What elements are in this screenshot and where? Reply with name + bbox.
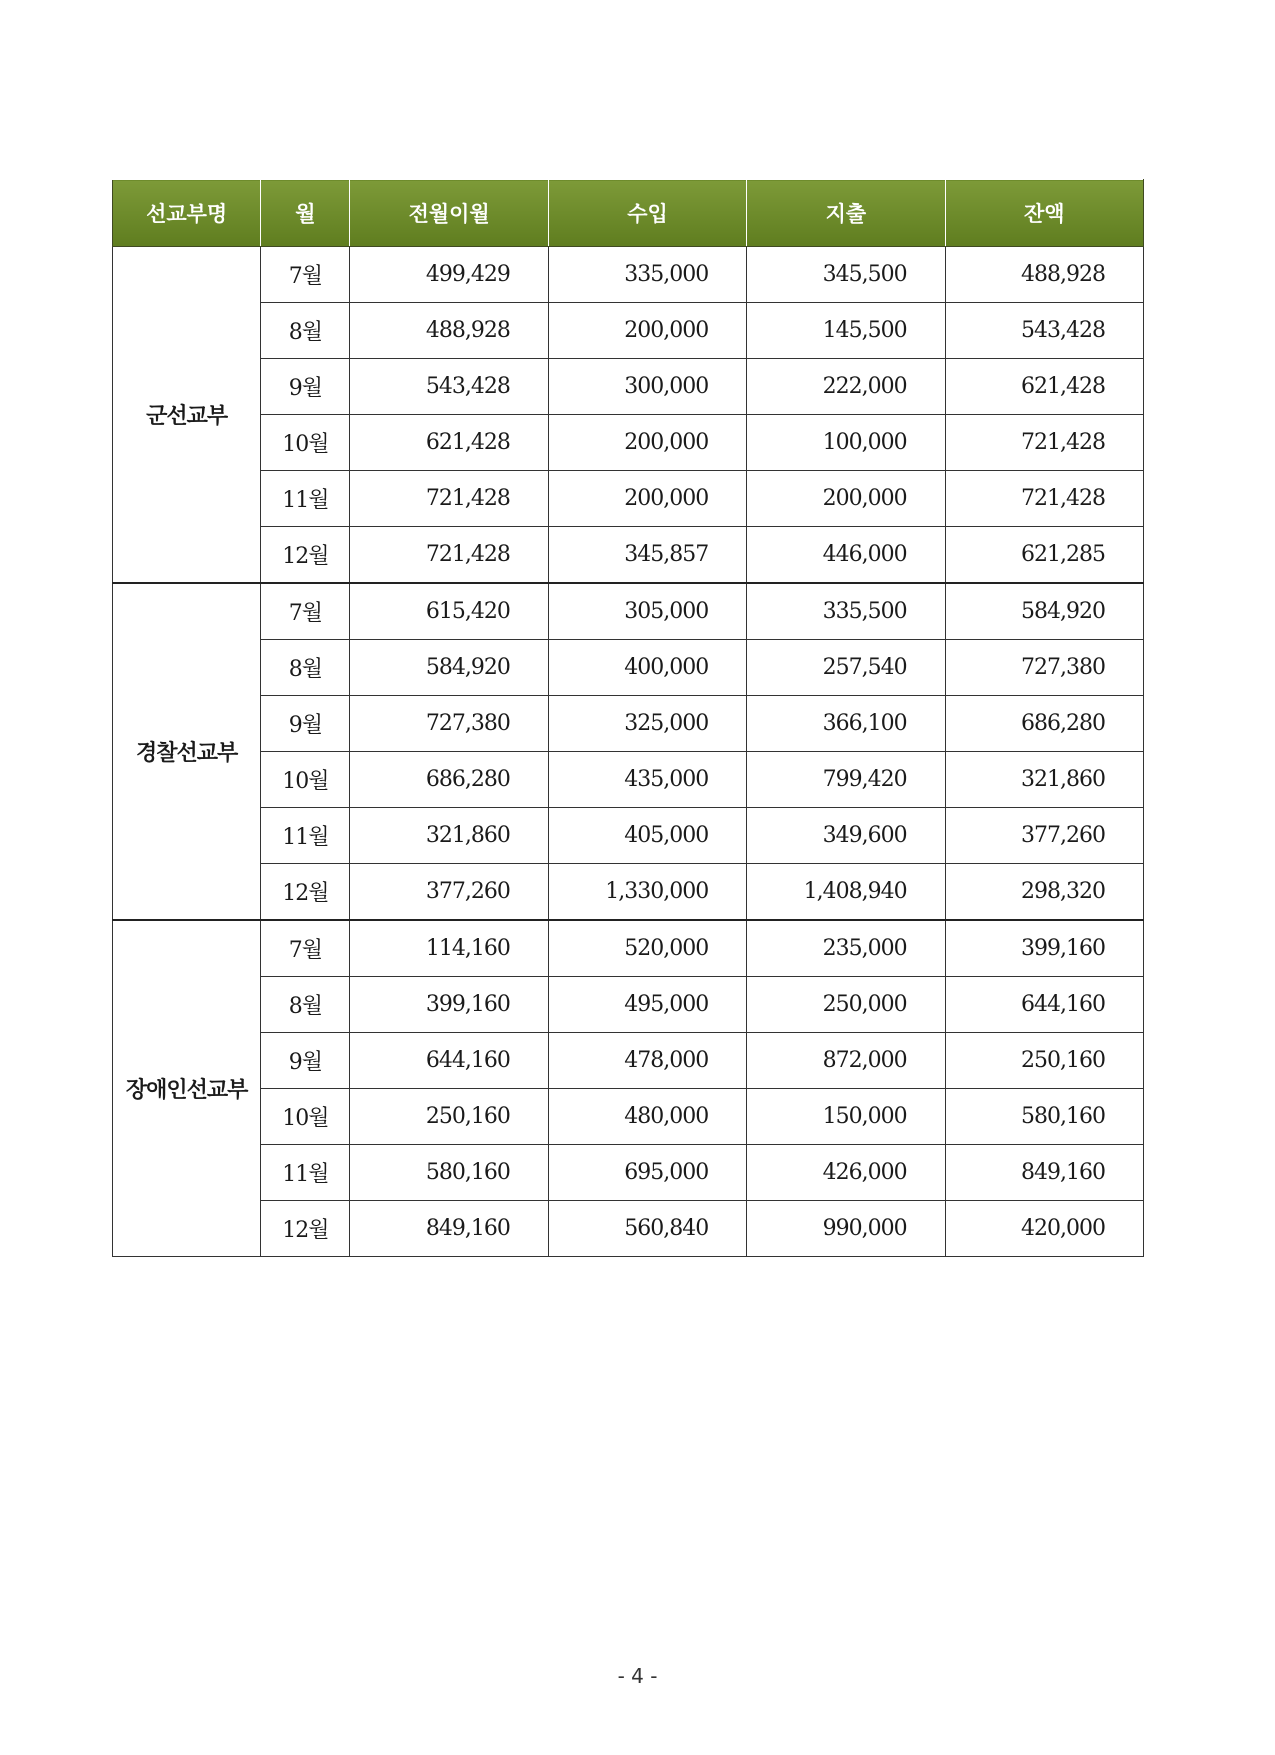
balance-cell: 727,380 bbox=[945, 640, 1143, 696]
month-cell: 12월 bbox=[261, 1201, 350, 1257]
table-row bbox=[113, 752, 1144, 808]
month-cell: 8월 bbox=[261, 303, 350, 359]
table-row bbox=[113, 808, 1144, 864]
group-block bbox=[113, 247, 1144, 584]
carried-over-cell: 377,260 bbox=[350, 864, 548, 921]
month-cell: 11월 bbox=[261, 808, 350, 864]
balance-cell: 621,428 bbox=[945, 359, 1143, 415]
header-balance: 잔액 bbox=[945, 180, 1143, 247]
expense-cell: 235,000 bbox=[747, 920, 945, 977]
carried-over-cell: 615,420 bbox=[350, 583, 548, 640]
carried-over-cell: 114,160 bbox=[350, 920, 548, 977]
expense-cell: 150,000 bbox=[747, 1089, 945, 1145]
header-income: 수입 bbox=[548, 180, 746, 247]
balance-cell: 420,000 bbox=[945, 1201, 1143, 1257]
expense-cell: 145,500 bbox=[747, 303, 945, 359]
income-cell: 300,000 bbox=[548, 359, 746, 415]
carried-over-cell: 499,429 bbox=[350, 247, 548, 303]
income-cell: 1,330,000 bbox=[548, 864, 746, 921]
mission-name-cell: 경찰선교부 bbox=[113, 583, 261, 920]
expense-cell: 366,100 bbox=[747, 696, 945, 752]
income-cell: 200,000 bbox=[548, 415, 746, 471]
income-cell: 345,857 bbox=[548, 527, 746, 584]
table-row bbox=[113, 1201, 1144, 1257]
income-cell: 695,000 bbox=[548, 1145, 746, 1201]
expense-cell: 200,000 bbox=[747, 471, 945, 527]
expense-cell: 222,000 bbox=[747, 359, 945, 415]
carried-over-cell: 721,428 bbox=[350, 527, 548, 584]
carried-over-cell: 727,380 bbox=[350, 696, 548, 752]
carried-over-cell: 250,160 bbox=[350, 1089, 548, 1145]
header-mission-name: 선교부명 bbox=[113, 180, 261, 247]
table-row bbox=[113, 359, 1144, 415]
balance-cell: 377,260 bbox=[945, 808, 1143, 864]
group-block bbox=[113, 920, 1144, 1257]
table-row bbox=[113, 247, 1144, 303]
table-row bbox=[113, 696, 1144, 752]
group-block bbox=[113, 583, 1144, 920]
header-row bbox=[113, 180, 1144, 247]
expense-cell: 990,000 bbox=[747, 1201, 945, 1257]
table-header bbox=[113, 180, 1144, 247]
month-cell: 8월 bbox=[261, 977, 350, 1033]
income-cell: 325,000 bbox=[548, 696, 746, 752]
month-cell: 7월 bbox=[261, 920, 350, 977]
income-cell: 305,000 bbox=[548, 583, 746, 640]
income-cell: 200,000 bbox=[548, 303, 746, 359]
expense-cell: 1,408,940 bbox=[747, 864, 945, 921]
table-row bbox=[113, 1033, 1144, 1089]
balance-cell: 686,280 bbox=[945, 696, 1143, 752]
income-cell: 480,000 bbox=[548, 1089, 746, 1145]
expense-cell: 426,000 bbox=[747, 1145, 945, 1201]
header-expense: 지출 bbox=[747, 180, 945, 247]
balance-cell: 644,160 bbox=[945, 977, 1143, 1033]
balance-cell: 543,428 bbox=[945, 303, 1143, 359]
expense-cell: 345,500 bbox=[747, 247, 945, 303]
carried-over-cell: 488,928 bbox=[350, 303, 548, 359]
month-cell: 9월 bbox=[261, 1033, 350, 1089]
income-cell: 435,000 bbox=[548, 752, 746, 808]
month-cell: 9월 bbox=[261, 696, 350, 752]
table-row bbox=[113, 415, 1144, 471]
carried-over-cell: 584,920 bbox=[350, 640, 548, 696]
carried-over-cell: 686,280 bbox=[350, 752, 548, 808]
income-cell: 560,840 bbox=[548, 1201, 746, 1257]
expense-cell: 349,600 bbox=[747, 808, 945, 864]
carried-over-cell: 399,160 bbox=[350, 977, 548, 1033]
table-row bbox=[113, 1145, 1144, 1201]
mission-name-cell: 군선교부 bbox=[113, 247, 261, 584]
header-carried-over: 전월이월 bbox=[350, 180, 548, 247]
expense-cell: 446,000 bbox=[747, 527, 945, 584]
carried-over-cell: 580,160 bbox=[350, 1145, 548, 1201]
balance-cell: 849,160 bbox=[945, 1145, 1143, 1201]
income-cell: 400,000 bbox=[548, 640, 746, 696]
month-cell: 11월 bbox=[261, 471, 350, 527]
income-cell: 478,000 bbox=[548, 1033, 746, 1089]
carried-over-cell: 543,428 bbox=[350, 359, 548, 415]
table-row bbox=[113, 471, 1144, 527]
expense-cell: 100,000 bbox=[747, 415, 945, 471]
table-row bbox=[113, 864, 1144, 921]
month-cell: 12월 bbox=[261, 864, 350, 921]
income-cell: 335,000 bbox=[548, 247, 746, 303]
month-cell: 11월 bbox=[261, 1145, 350, 1201]
table-row bbox=[113, 977, 1144, 1033]
balance-cell: 250,160 bbox=[945, 1033, 1143, 1089]
month-cell: 12월 bbox=[261, 527, 350, 584]
table-row bbox=[113, 640, 1144, 696]
balance-cell: 721,428 bbox=[945, 471, 1143, 527]
income-cell: 520,000 bbox=[548, 920, 746, 977]
balance-cell: 621,285 bbox=[945, 527, 1143, 584]
month-cell: 8월 bbox=[261, 640, 350, 696]
income-cell: 495,000 bbox=[548, 977, 746, 1033]
carried-over-cell: 849,160 bbox=[350, 1201, 548, 1257]
balance-cell: 298,320 bbox=[945, 864, 1143, 921]
month-cell: 9월 bbox=[261, 359, 350, 415]
balance-cell: 721,428 bbox=[945, 415, 1143, 471]
balance-cell: 584,920 bbox=[945, 583, 1143, 640]
balance-cell: 321,860 bbox=[945, 752, 1143, 808]
balance-cell: 399,160 bbox=[945, 920, 1143, 977]
carried-over-cell: 721,428 bbox=[350, 471, 548, 527]
mission-name-cell: 장애인선교부 bbox=[113, 920, 261, 1257]
mission-ledger-table bbox=[112, 179, 1144, 1257]
table-row bbox=[113, 303, 1144, 359]
table-row bbox=[113, 1089, 1144, 1145]
income-cell: 200,000 bbox=[548, 471, 746, 527]
balance-cell: 580,160 bbox=[945, 1089, 1143, 1145]
expense-cell: 257,540 bbox=[747, 640, 945, 696]
table-row bbox=[113, 583, 1144, 640]
table-row bbox=[113, 920, 1144, 977]
month-cell: 10월 bbox=[261, 415, 350, 471]
month-cell: 7월 bbox=[261, 247, 350, 303]
month-cell: 10월 bbox=[261, 1089, 350, 1145]
expense-cell: 250,000 bbox=[747, 977, 945, 1033]
expense-cell: 872,000 bbox=[747, 1033, 945, 1089]
expense-cell: 335,500 bbox=[747, 583, 945, 640]
table-row bbox=[113, 527, 1144, 584]
carried-over-cell: 321,860 bbox=[350, 808, 548, 864]
income-cell: 405,000 bbox=[548, 808, 746, 864]
expense-cell: 799,420 bbox=[747, 752, 945, 808]
carried-over-cell: 644,160 bbox=[350, 1033, 548, 1089]
header-month: 월 bbox=[261, 180, 350, 247]
month-cell: 7월 bbox=[261, 583, 350, 640]
month-cell: 10월 bbox=[261, 752, 350, 808]
page-number: - 4 - bbox=[617, 1664, 658, 1688]
carried-over-cell: 621,428 bbox=[350, 415, 548, 471]
balance-cell: 488,928 bbox=[945, 247, 1143, 303]
